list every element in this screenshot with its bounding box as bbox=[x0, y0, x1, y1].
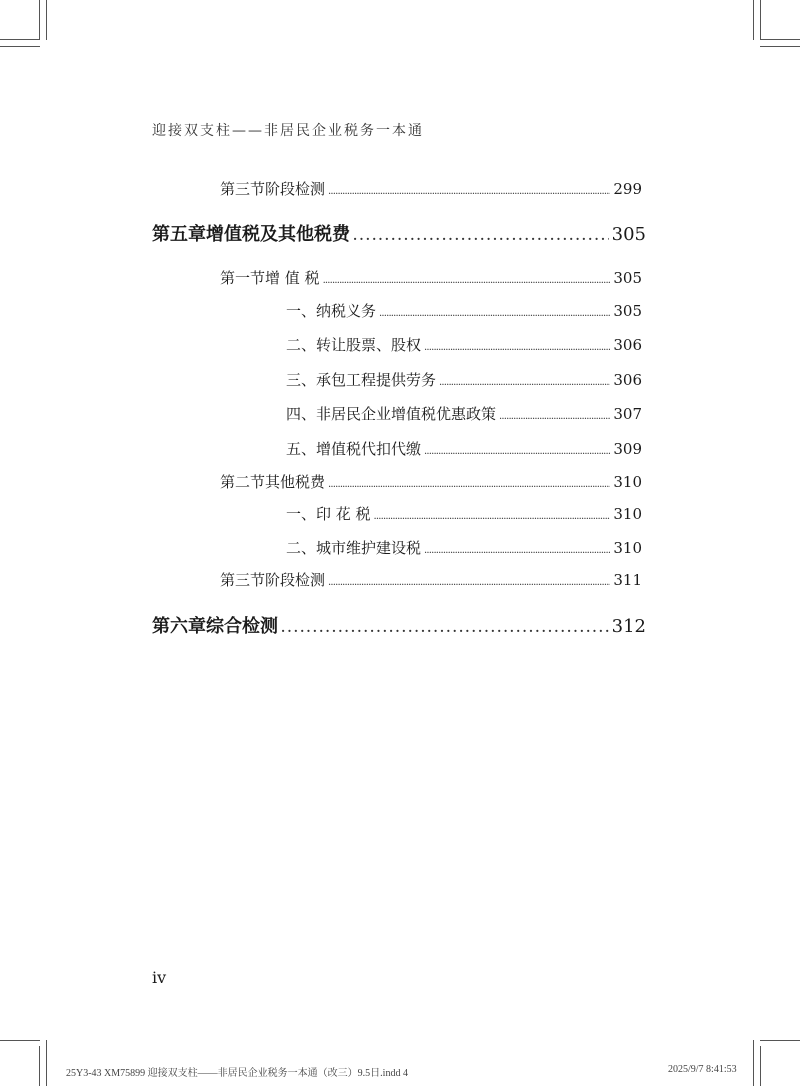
dot-leader bbox=[328, 571, 610, 589]
toc-entry-number: 第五章 bbox=[152, 224, 206, 245]
toc-entry-section bbox=[220, 471, 642, 492]
toc-entry-page: 305 bbox=[613, 302, 642, 320]
dot-leader bbox=[281, 616, 609, 637]
toc-entry-page: 310 bbox=[613, 505, 642, 523]
toc-entry-page: 309 bbox=[613, 440, 642, 458]
toc-entry-title: 二、转让股票、股权 bbox=[286, 336, 422, 354]
print-slug-right: 2025/9/7 8:41:53 bbox=[668, 1064, 737, 1075]
toc-entry-number: 第六章 bbox=[152, 616, 206, 637]
toc-entry-chapter bbox=[152, 612, 646, 638]
toc-entry-page: 307 bbox=[613, 405, 642, 423]
dot-leader bbox=[323, 269, 611, 287]
toc-entry-item bbox=[286, 403, 642, 424]
running-head: 迎接双支柱——非居民企业税务一本通 bbox=[152, 123, 424, 139]
dot-leader bbox=[379, 302, 610, 320]
print-slug-left: 25Y3-43 XM75899 迎接双支柱——非居民企业税务一本通（改三）9.5日.indd 4 bbox=[66, 1068, 408, 1079]
toc-entry-number: 第二节 bbox=[220, 473, 266, 491]
toc-entry-item bbox=[286, 503, 642, 524]
toc-entry-page: 306 bbox=[613, 371, 642, 389]
toc-entry-title: 增 值 税 bbox=[265, 269, 320, 287]
toc-entry-chapter bbox=[152, 220, 646, 246]
toc-entry-item bbox=[286, 537, 642, 558]
toc-entry-page: 299 bbox=[613, 180, 642, 198]
dot-leader bbox=[499, 405, 610, 423]
dot-leader bbox=[424, 440, 610, 458]
toc-entry-title: 阶段检测 bbox=[265, 571, 326, 589]
toc-entry-section bbox=[220, 569, 642, 590]
dot-leader bbox=[353, 224, 609, 245]
toc-entry-item bbox=[286, 300, 642, 321]
page-folio: iv bbox=[152, 968, 167, 987]
toc-entry-title: 四、非居民企业增值税优惠政策 bbox=[286, 405, 497, 423]
toc-entry-page: 310 bbox=[613, 473, 642, 491]
dot-leader bbox=[374, 505, 611, 523]
toc-entry-section bbox=[220, 267, 642, 288]
dot-leader bbox=[424, 539, 610, 557]
toc-entry-page: 305 bbox=[613, 269, 642, 287]
toc-entry-section bbox=[220, 178, 642, 199]
toc-entry-page: 311 bbox=[613, 571, 642, 589]
toc-entry-page: 312 bbox=[611, 616, 646, 637]
toc-entry-number: 第三节 bbox=[220, 180, 266, 198]
toc-entry-item bbox=[286, 334, 642, 355]
toc-entry-title: 五、增值税代扣代缴 bbox=[286, 440, 422, 458]
toc-entry-title: 一、印 花 税 bbox=[286, 505, 371, 523]
toc-entry-title: 增值税及其他税费 bbox=[206, 224, 350, 245]
toc-entry-title: 阶段检测 bbox=[265, 180, 326, 198]
toc-entry-page: 305 bbox=[611, 224, 646, 245]
toc-entry-title: 一、纳税义务 bbox=[286, 302, 377, 320]
dot-leader bbox=[328, 473, 610, 491]
dot-leader bbox=[439, 371, 610, 389]
toc-entry-title: 综合检测 bbox=[206, 616, 278, 637]
toc-entry-page: 310 bbox=[613, 539, 642, 557]
toc-entry-number: 第三节 bbox=[220, 571, 266, 589]
dot-leader bbox=[424, 336, 610, 354]
toc-entry-item bbox=[286, 438, 642, 459]
toc-entry-item bbox=[286, 369, 642, 390]
toc-entry-title: 三、承包工程提供劳务 bbox=[286, 371, 437, 389]
toc-entry-number: 第一节 bbox=[220, 269, 266, 287]
toc-entry-title: 二、城市维护建设税 bbox=[286, 539, 422, 557]
dot-leader bbox=[328, 180, 610, 198]
toc-entry-title: 其他税费 bbox=[265, 473, 326, 491]
toc-entry-page: 306 bbox=[613, 336, 642, 354]
